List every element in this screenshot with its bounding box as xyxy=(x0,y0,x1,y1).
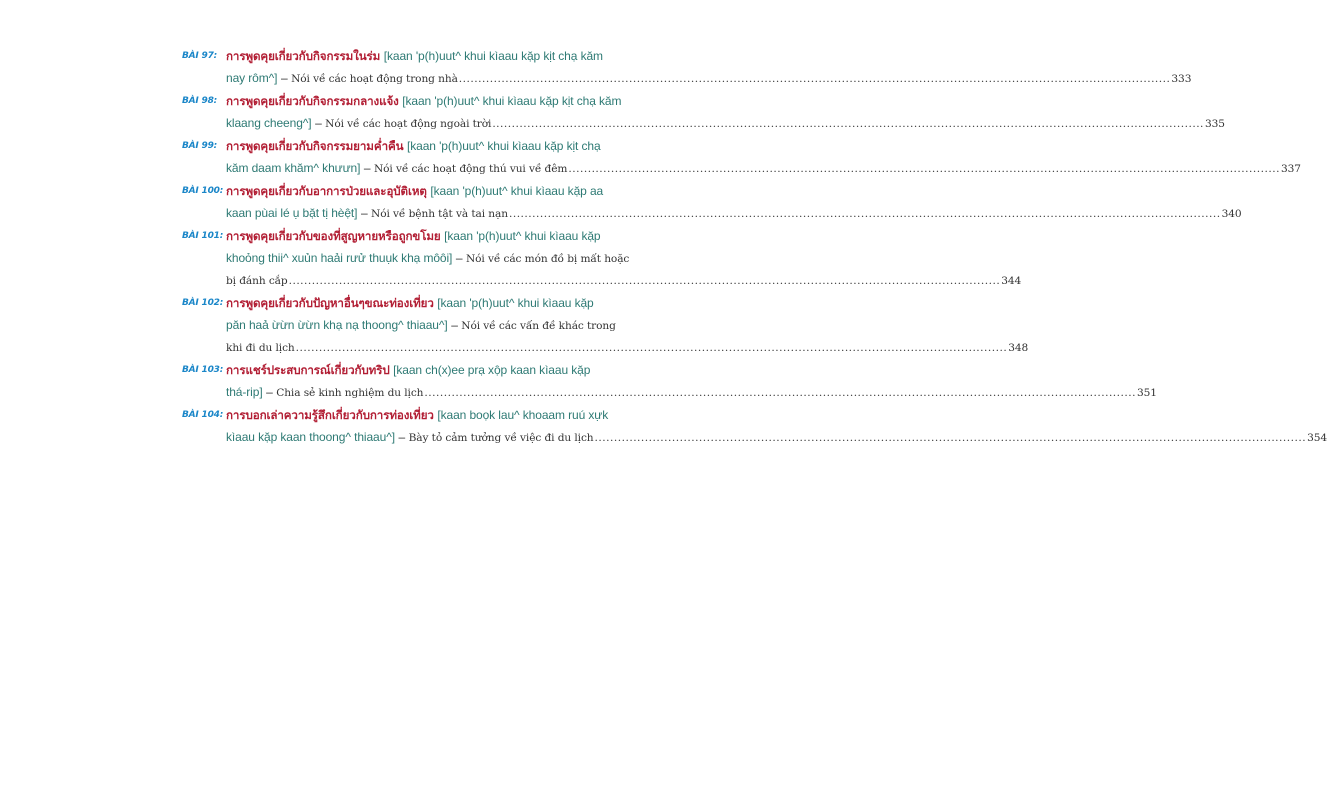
romanization: [kaan boọk lau^ khoaam ruú xựk xyxy=(437,408,609,422)
dash-separator: – xyxy=(455,251,463,265)
vietnamese-title: Nói về các hoạt động thú vui về đêm xyxy=(373,163,568,175)
page-number: 348 xyxy=(1008,342,1029,354)
vietnamese-title-cont: khi đi du lịch xyxy=(226,342,295,354)
entry-last-line xyxy=(226,381,1157,404)
entry-body xyxy=(226,404,1327,449)
vietnamese-title: Nói về các hoạt động trong nhà xyxy=(291,73,458,85)
entry-body xyxy=(226,292,1028,359)
dot-leader: ........................................................................................................................................................................................ xyxy=(568,163,1280,175)
thai-title: การพูดคุยเกี่ยวกับกิจกรรมยามค่ำคืน xyxy=(226,139,404,153)
dash-separator: – xyxy=(363,161,371,175)
toc-entry xyxy=(182,225,1022,292)
dot-leader: ........................................................................................................................................................................................ xyxy=(492,118,1204,130)
thai-title: การพูดคุยเกี่ยวกับของที่สูญหายหรือถูกขโมย xyxy=(226,229,441,243)
entry-body xyxy=(226,225,1021,292)
toc-entry xyxy=(182,180,1242,225)
lesson-number: BÀI 97: xyxy=(182,51,218,61)
vietnamese-title: Nói về bệnh tật và tai nạn xyxy=(371,208,508,220)
vietnamese-title: Nói về các vấn đề khác trong xyxy=(461,320,616,332)
entry-first-line xyxy=(226,359,1157,381)
dot-leader: ........................................................................................................................................................................................ xyxy=(424,387,1137,399)
entry-last-line xyxy=(226,112,1225,135)
entry-middle-line xyxy=(226,247,1021,270)
dot-leader: ........................................................................................................................................................................................ xyxy=(594,432,1307,444)
toc-entry xyxy=(182,90,1225,135)
thai-title: การพูดคุยเกี่ยวกับกิจกรรมในร่ม xyxy=(226,49,381,63)
lesson-number: BÀI 101: xyxy=(182,231,224,241)
thai-title: การบอกเล่าความรู้สึกเกี่ยวกับการท่องเที่ยว xyxy=(226,408,434,422)
romanization-cont: kìaau kặp kaan thoong^ thiaau^] xyxy=(226,430,395,444)
page-number: 333 xyxy=(1171,73,1192,85)
thai-title: การพูดคุยเกี่ยวกับกิจกรรมกลางแจ้ง xyxy=(226,94,399,108)
entry-first-line xyxy=(226,292,1028,314)
entry-body xyxy=(226,135,1301,180)
entry-last-text xyxy=(226,112,491,135)
entry-last-line xyxy=(226,157,1301,180)
page-number: 335 xyxy=(1204,118,1225,130)
page-number: 337 xyxy=(1280,163,1301,175)
entry-first-line xyxy=(226,225,1021,247)
dot-leader: ........................................................................................................................................................................................ xyxy=(508,208,1221,220)
lesson-number: BÀI 98: xyxy=(182,96,218,106)
page-number: 351 xyxy=(1137,387,1157,399)
table-of-contents xyxy=(182,45,1327,449)
dash-separator: – xyxy=(266,385,273,399)
romanization-cont: nay rôm^] xyxy=(226,71,278,85)
romanization-cont: khoỏng thii^ xuủn haải rưử thuụk khạ môôi] xyxy=(226,251,453,265)
vietnamese-title: Chia sẻ kinh nghiệm du lịch xyxy=(276,387,424,399)
vietnamese-title: Nói về các hoạt động ngoài trời xyxy=(325,118,492,130)
entry-first-line xyxy=(226,404,1327,426)
toc-entry xyxy=(182,45,1192,90)
toc-entry xyxy=(182,359,1157,404)
entry-last-line xyxy=(226,426,1327,449)
thai-title: การแชร์ประสบการณ์เกี่ยวกับทริป xyxy=(226,363,390,377)
entry-body xyxy=(226,90,1225,135)
entry-body xyxy=(226,180,1242,225)
dot-leader: ........................................................................................................................................................................................ xyxy=(458,73,1171,85)
page-number: 340 xyxy=(1221,208,1242,220)
entry-first-line xyxy=(226,90,1225,112)
entry-body xyxy=(226,45,1191,90)
romanization-cont: kaan pùai lé ụ bặt tị hèệt] xyxy=(226,206,358,220)
entry-last-line xyxy=(226,202,1242,225)
entry-middle-line xyxy=(226,314,1028,337)
lesson-number: BÀI 103: xyxy=(182,365,224,375)
dash-separator: – xyxy=(315,116,322,130)
dash-separator: – xyxy=(451,318,458,332)
lesson-number: BÀI 102: xyxy=(182,298,224,308)
entry-last-text xyxy=(226,202,508,225)
vietnamese-title-cont: bị đánh cắp xyxy=(226,275,288,287)
entry-body xyxy=(226,359,1157,404)
entry-first-line xyxy=(226,45,1191,67)
vietnamese-title: Nói về các món đồ bị mất hoặc xyxy=(465,253,630,265)
lesson-number: BÀI 104: xyxy=(182,410,224,420)
lesson-number: BÀI 100: xyxy=(182,186,224,196)
page-number: 344 xyxy=(1001,275,1022,287)
dot-leader: ........................................................................................................................................................................................ xyxy=(288,275,1001,287)
dash-separator: – xyxy=(360,206,368,220)
romanization: [kaan 'p(h)uut^ khui kìaau kặp aa xyxy=(430,184,604,198)
romanization: [kaan 'p(h)uut^ khui kìaau kặp xyxy=(444,229,601,243)
entry-last-text xyxy=(226,157,567,180)
thai-title: การพูดคุยเกี่ยวกับปัญหาอื่นๆขณะท่องเที่ยว xyxy=(226,296,434,310)
thai-title: การพูดคุยเกี่ยวกับอาการป่วยและอุบัติเหตุ xyxy=(226,184,427,198)
entry-last-text xyxy=(226,67,458,90)
entry-last-line xyxy=(226,270,1021,292)
romanization: [kaan 'p(h)uut^ khui kìaau kặp kịt chạ xyxy=(407,139,601,153)
romanization: [kaan ch(x)ee prạ xộp kaan kìaau kặp xyxy=(393,363,591,377)
romanization-cont: thá-rip] xyxy=(226,385,263,399)
toc-entry xyxy=(182,135,1301,180)
entry-last-line xyxy=(226,337,1028,359)
entry-first-line xyxy=(226,180,1242,202)
romanization: [kaan 'p(h)uut^ khui kìaau kặp xyxy=(437,296,594,310)
romanization: [kaan 'p(h)uut^ khui kìaau kặp kịt chạ kăm xyxy=(383,49,603,63)
dot-leader: ........................................................................................................................................................................................ xyxy=(295,342,1008,354)
toc-entry xyxy=(182,292,1029,359)
page-number: 354 xyxy=(1307,432,1327,444)
entry-last-text xyxy=(226,426,594,449)
lesson-number: BÀI 99: xyxy=(182,141,218,151)
dash-separator: – xyxy=(280,71,288,85)
romanization-cont: kăm daam khăm^ khưưn] xyxy=(226,161,361,175)
toc-entry xyxy=(182,404,1327,449)
romanization: [kaan 'p(h)uut^ khui kìaau kặp kịt chạ kăm xyxy=(402,94,622,108)
entry-first-line xyxy=(226,135,1301,157)
romanization-cont: klaang cheeng^] xyxy=(226,116,312,130)
dash-separator: – xyxy=(398,430,406,444)
vietnamese-title: Bày tỏ cảm tưởng về việc đi du lịch xyxy=(408,432,594,444)
entry-last-line xyxy=(226,67,1191,90)
entry-last-text xyxy=(226,381,423,404)
romanization-cont: păn haả ừừn ừừn khạ nạ thoong^ thiaau^] xyxy=(226,318,448,332)
